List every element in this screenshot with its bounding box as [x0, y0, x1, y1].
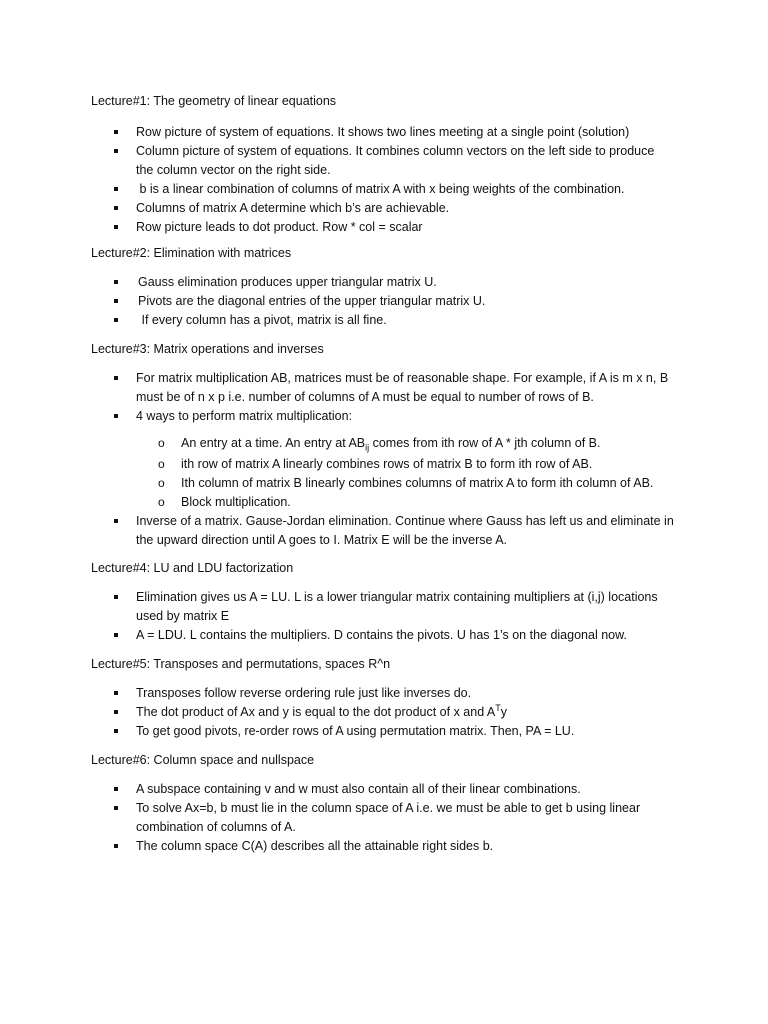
list-item: Gauss elimination produces upper triangular matrix U. — [91, 273, 691, 292]
list-item: b is a linear combination of columns of matrix A with x being weights of the combination. — [91, 180, 691, 199]
lecture-5-list — [91, 684, 691, 741]
list-item-text: y — [500, 705, 508, 719]
list-item: A = LDU. L contains the multipliers. D contains the pivots. U has 1’s on the diagonal now. — [91, 626, 691, 645]
lecture-4-section — [91, 559, 691, 645]
lecture-6-section — [91, 751, 691, 856]
lecture-1-heading: Lecture#1: The geometry of linear equations — [91, 94, 337, 108]
list-item: 4 ways to perform matrix multiplication: — [91, 407, 691, 426]
lecture-1-section — [91, 92, 691, 237]
sub-list-item: o Ith column of matrix B linearly combines columns of matrix A to form ith column of AB. — [91, 474, 691, 493]
lecture-6-heading: Lecture#6: Column space and nullspace — [91, 753, 315, 767]
list-item: To get good pivots, re-order rows of A using permutation matrix. Then, PA = LU. — [91, 722, 691, 741]
subscript-ij: ij — [365, 442, 370, 453]
list-item: Column picture of system of equations. It combines column vectors on the left side to produce the column vector on the right side. — [91, 142, 656, 180]
lecture-6-list — [91, 780, 691, 856]
lecture-2-section — [91, 244, 691, 330]
list-item-text: The dot product of Ax and y is equal to the dot product of x and A — [136, 705, 496, 719]
list-item: Columns of matrix A determine which b’s are achievable. — [91, 199, 691, 218]
sub-item-text: An entry at a time. An entry at AB — [181, 436, 366, 450]
list-item: Row picture of system of equations. It shows two lines meeting at a single point (solution) — [91, 123, 691, 142]
list-item — [91, 703, 691, 722]
sub-list-item: o ith row of matrix A linearly combines rows of matrix B to form ith row of AB. — [91, 455, 691, 474]
sub-list-item — [91, 434, 691, 453]
list-item: A subspace containing v and w must also contain all of their linear combinations. — [91, 780, 691, 799]
list-item: Elimination gives us A = LU. L is a lower triangular matrix containing multipliers at (i,j) locations used by matrix E — [91, 588, 676, 626]
list-item: To solve Ax=b, b must lie in the column space of A i.e. we must be able to get b using linear combination of columns of A. — [91, 799, 671, 837]
lecture-3-list-cont — [91, 512, 691, 550]
sub-list-item: o Block multiplication. — [91, 493, 691, 512]
lecture-4-list — [91, 588, 691, 645]
lecture-3-sublist — [91, 434, 691, 512]
list-item: Row picture leads to dot product. Row * col = scalar — [91, 218, 691, 237]
list-item: Transposes follow reverse ordering rule just like inverses do. — [91, 684, 691, 703]
lecture-1-list — [91, 123, 691, 237]
lecture-3-list — [91, 369, 691, 426]
list-item: Inverse of a matrix. Gause-Jordan elimination. Continue where Gauss has left us and eliminate in the upward direction until A goes to I. Matrix E will be the inverse A. — [91, 512, 681, 550]
list-item: If every column has a pivot, matrix is all fine. — [91, 311, 691, 330]
sub-item-text: comes from ith row of A * jth column of B. — [369, 436, 601, 450]
lecture-2-list — [91, 273, 691, 330]
list-item: Pivots are the diagonal entries of the upper triangular matrix U. — [91, 292, 691, 311]
list-item: For matrix multiplication AB, matrices must be of reasonable shape. For example, if A is m x n, B must be of n x p i.e. number of columns of A must be equal to number of rows of B. — [91, 369, 681, 407]
transpose-superscript: T — [495, 702, 501, 713]
lecture-4-heading: Lecture#4: LU and LDU factorization — [91, 561, 294, 575]
lecture-5-heading: Lecture#5: Transposes and permutations, spaces R^n — [91, 657, 391, 671]
list-item: The column space C(A) describes all the attainable right sides b. — [91, 837, 691, 856]
lecture-5-section — [91, 655, 691, 741]
lecture-3-section — [91, 340, 691, 550]
lecture-2-heading: Lecture#2: Elimination with matrices — [91, 246, 292, 260]
lecture-3-heading: Lecture#3: Matrix operations and inverses — [91, 342, 324, 356]
